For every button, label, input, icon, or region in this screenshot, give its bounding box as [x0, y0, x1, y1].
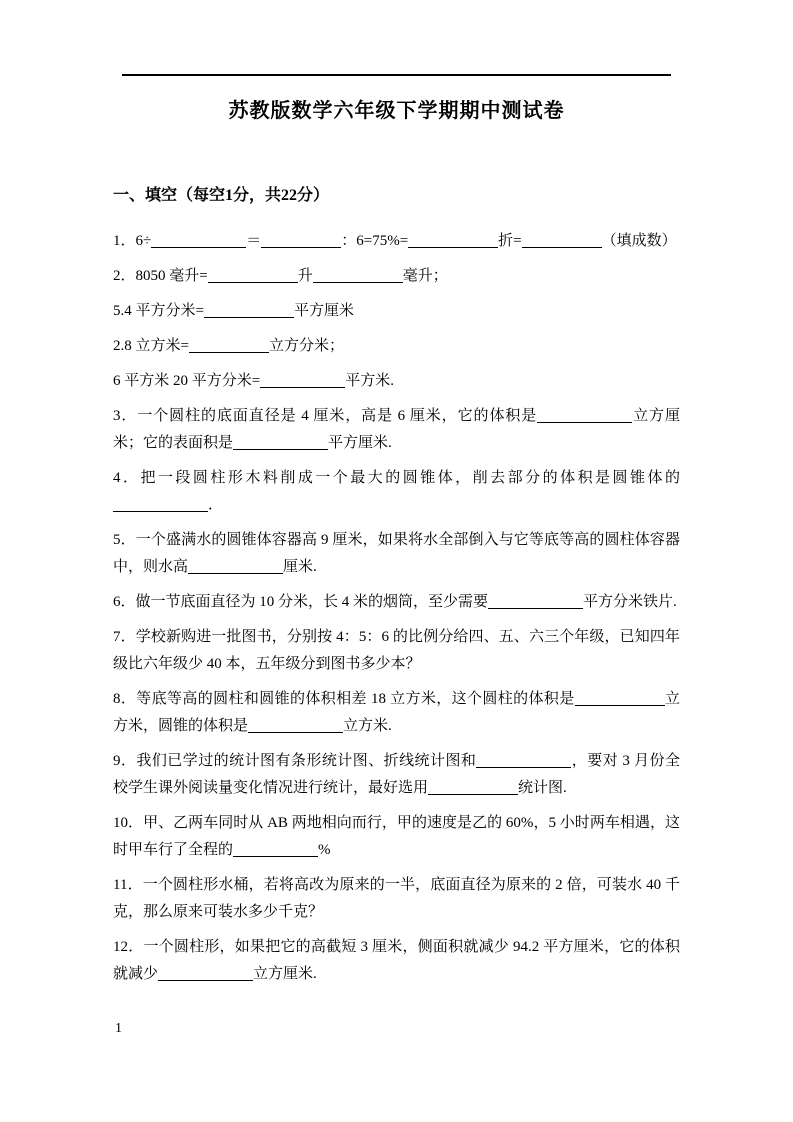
answer-blank: [208, 267, 298, 283]
answer-blank: [428, 779, 518, 795]
question-text: 9．我们已学过的统计图有条形统计图、折线统计图和: [113, 753, 477, 769]
answer-blank: [204, 302, 294, 318]
answer-blank: [476, 752, 571, 768]
question-text: 升: [297, 268, 313, 284]
question: [113, 589, 680, 616]
question-text: 平方米.: [345, 373, 394, 389]
question-text: 6．做一节底面直径为 10 分米，长 4 米的烟筒，至少需要: [113, 594, 489, 610]
question: [113, 298, 680, 325]
question-text: 立方分米；: [268, 338, 344, 354]
question: [113, 263, 680, 290]
question-text: 11．一个圆柱形水桶，若将高改为原来的一半，底面直径为原来的 2 倍，可装水 40 千克，那么原来可装水多少千克？: [113, 877, 680, 920]
question-text: 2．8050 毫升=: [113, 268, 208, 284]
question-text: 5.4 平方分米=: [113, 303, 204, 319]
answer-blank: [158, 965, 253, 981]
answer-blank: [313, 267, 403, 283]
question: [113, 527, 680, 581]
question: [113, 403, 680, 457]
question-text: 6 平方米 20 平方分米=: [113, 373, 261, 389]
question-text: 12．一个圆柱形，如果把它的高截短 3 厘米，侧面积就减少 94.2 平方厘米，它的体积就减少: [113, 939, 680, 982]
question-text: 平方分米铁片.: [583, 594, 677, 610]
question: [113, 368, 680, 395]
answer-blank: [189, 337, 269, 353]
answer-blank: [188, 558, 283, 574]
question: [113, 228, 680, 255]
question-text: ，要对 3 月份全校学生课外阅读量变化情况进行统计，最好选用: [113, 753, 680, 796]
question-text: 8．等底等高的圆柱和圆锥的体积相差 18 立方米，这个圆柱的体积是: [113, 691, 575, 707]
answer-blank: [260, 372, 345, 388]
section-heading: 一、填空（每空1分，共22分）: [113, 187, 330, 204]
answer-blank: [408, 232, 498, 248]
answer-blank: [537, 407, 632, 423]
question: [113, 810, 680, 864]
question-text: 立方米.: [343, 718, 392, 734]
question-text: 折=: [498, 233, 522, 249]
question-text: 立方米，圆锥的体积是: [113, 691, 680, 734]
question-text: 10．甲、乙两车同时从 AB 两地相向而行，甲的速度是乙的 60%，5 小时两车相遇，这时甲车行了全程的: [113, 815, 680, 858]
page-number: 1: [115, 1021, 122, 1036]
question: [113, 748, 680, 802]
question-text: 厘米.: [283, 559, 317, 575]
question-text: 立方厘米.: [253, 966, 317, 982]
question: [113, 872, 680, 926]
question-text: ＝: [246, 233, 262, 249]
question-text: （填成数）: [601, 233, 677, 249]
answer-blank: [233, 841, 318, 857]
question-text: 毫升；: [402, 268, 448, 284]
question-text: 2.8 立方米=: [113, 338, 189, 354]
question-text: 4．把一段圆柱形木料削成一个最大的圆锥体，削去部分的体积是圆锥体的: [113, 470, 680, 486]
question-text: ：6=75%=: [341, 233, 409, 249]
answer-blank: [151, 232, 246, 248]
question: [113, 333, 680, 360]
question: [113, 465, 680, 519]
answer-blank: [522, 232, 602, 248]
question: [113, 624, 680, 678]
answer-blank: [248, 717, 343, 733]
question-text: ．: [208, 497, 224, 513]
answer-blank: [233, 434, 328, 450]
answer-blank: [488, 593, 583, 609]
question-text: 统计图.: [518, 780, 567, 796]
question-text: 1．6÷: [113, 233, 152, 249]
question-text: 3．一个圆柱的底面直径是 4 厘米，高是 6 厘米，它的体积是: [113, 408, 538, 424]
question-text: 平方厘米.: [328, 435, 392, 451]
question-text: 平方厘米: [293, 303, 354, 319]
answer-blank: [575, 690, 665, 706]
question-text: 5．一个盛满水的圆锥体容器高 9 厘米，如果将水全部倒入与它等底等高的圆柱体容器中，则水高: [113, 532, 680, 575]
question-text: 7．学校新购进一批图书，分别按 4：5：6 的比例分给四、五、六三个年级，已知四年级比六年级少 40 本，五年级分到图书多少本？: [113, 629, 680, 672]
answer-blank: [113, 496, 208, 512]
question-text: %: [318, 842, 331, 858]
question: [113, 686, 680, 740]
question-text: 立方厘米；它的表面积是: [113, 408, 680, 451]
header-rule: [122, 74, 671, 76]
questions: [113, 228, 680, 988]
page-title: 苏教版数学六年级下学期期中测试卷: [228, 100, 565, 122]
answer-blank: [261, 232, 341, 248]
question: [113, 934, 680, 988]
